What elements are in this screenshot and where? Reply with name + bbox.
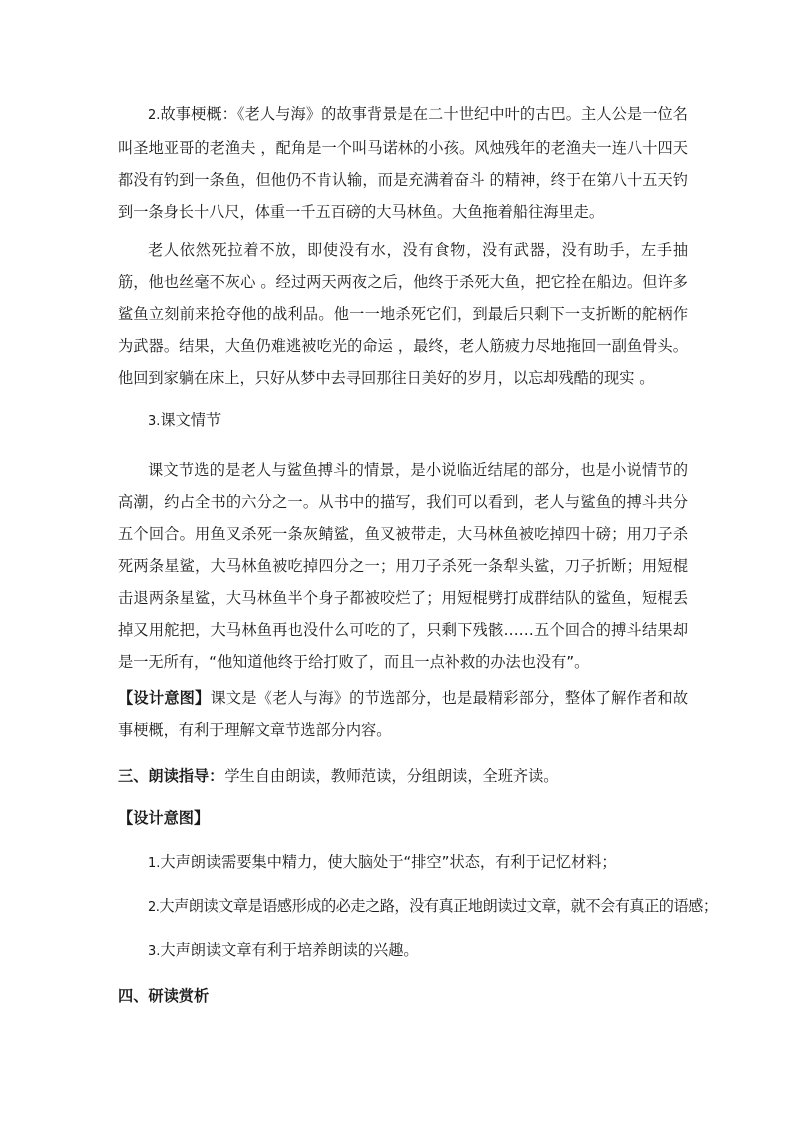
reading-guide-paragraph [118,760,688,792]
design-intent-text: 课文是《老人与海》的节选部分，也是最精彩部分，整体了解作者和故事梗概，有利于理解文章节选部分内容。 [118,689,689,739]
story-summary-paragraph [118,98,688,228]
plot-paragraph: 课文节选的是老人与鲨鱼搏斗的情景，是小说临近结尾的部分，也是小说情节的高潮，约占全书的六分之一。从书中的描写，我们可以看到，老人与鲨鱼的搏斗共分五个回合。用鱼叉杀死一条灰鲭鲨，鱼叉被带走，大马林鱼被吃掉四十磅；用刀子杀死两条星鲨，大马林鱼被吃掉四分之一；用刀子杀死一条犁头鲨，刀子折断；用短棍击退两条星鲨，大马林鱼半个身子都被咬烂了；用短棍劈打成群结队的鲨鱼，短棍丢掉又用舵把，大马林鱼再也没什么可吃的了，只剩下残骸……五个回合的搏斗结果却是一无所有，“他知道他终于给打败了，而且一点补救的办法也没有”。 [118,461,688,671]
plot-heading-text: 课文情节 [160,411,222,429]
reason-item [118,934,688,968]
reason-item [118,846,688,880]
design-intent-paragraph [118,682,688,746]
reason-text: 大声朗读需要集中精力，使大脑处于“排空”状态，有利于记忆材料； [160,853,617,871]
item-number: 2. [148,108,161,123]
reason-text: 大声朗读文章是语感形成的必走之路，没有真正地朗读过文章，就不会有真正的语感； [159,897,718,915]
reason-text: 大声朗读文章有利于培养朗读的兴趣。 [160,941,419,959]
section-heading: 三、朗读指导： [118,767,225,785]
item-number: 1. [148,856,161,871]
reason-item [118,890,718,924]
item-number: 3. [148,944,161,959]
item-number: 2. [148,900,160,915]
plot-heading [118,404,688,438]
story-summary-text: 故事梗概：《老人与海》的故事背景是在二十世纪中叶的古巴。主人公是一位名叫圣地亚哥的老渔夫 ，配角是一个叫马诺林的小孩。风烛残年的老渔夫一连八十四天都没有钓到一条鱼，但他仍不肯认输，而是充满着奋斗 的精神，终于在第八十五天钓到一条身长十八尺，体重一千五百磅的大马林鱼。大鱼拖着船往海里走。 [118,105,688,221]
item-number: 3. [148,414,161,429]
section-heading-research: 四、研读赏析 [118,987,210,1005]
design-intent-label: 【设计意图】 [118,689,211,707]
story-continuation-paragraph: 老人依然死拉着不放，即使没有水，没有食物，没有武器，没有助手，左手抽筋，他也丝毫不灰心 。经过两天两夜之后，他终于杀死大鱼，把它拴在船边。但许多鲨鱼立刻前来抢夺他的战利品。他一一地杀死它们，到最后只剩下一支折断的舵柄作为武器。结果，大鱼仍难逃被吃光的命运 ，最终，老人筋疲力尽地拖回一副鱼骨头。他回到家躺在床上，只好从梦中去寻回那往日美好的岁月，以忘却残酷的现实 。 [118,241,688,387]
design-intent-heading: 【设计意图】 [118,809,210,827]
reading-guide-text: 学生自由朗读，教师范读，分组朗读，全班齐读。 [224,767,559,785]
